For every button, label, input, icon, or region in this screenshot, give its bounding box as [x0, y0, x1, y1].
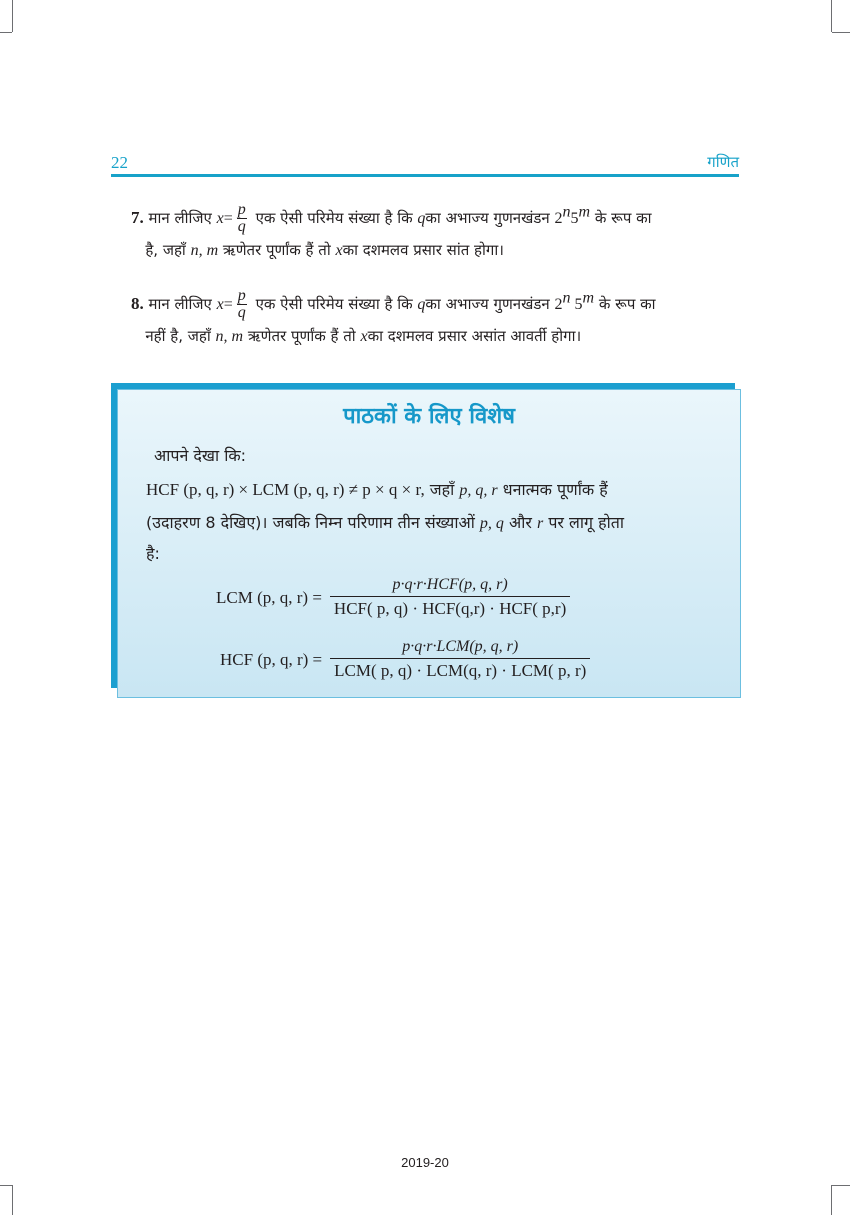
formula-fraction: [330, 576, 570, 619]
math-var: x: [216, 210, 224, 227]
math-var: n, m: [215, 328, 244, 345]
math-power: [554, 289, 595, 313]
fraction-p-over-q: [237, 288, 247, 321]
math-var: q: [417, 210, 426, 227]
crop-mark-top-left: [12, 0, 13, 32]
crop-mark-bottom-right-h: [832, 1185, 850, 1186]
fraction-denominator: q: [237, 304, 246, 321]
formula-numerator: p·q·r·HCF(p, q, r): [330, 576, 570, 597]
item-number: 7.: [131, 208, 144, 227]
math-var: x: [216, 296, 224, 313]
formula-numerator: p·q·r·LCM(p, q, r): [330, 638, 590, 659]
formula-fraction: [330, 638, 590, 681]
item-text: है, जहाँ: [145, 241, 186, 259]
item-text: का अभाज्य गुणनखंडन: [425, 209, 550, 227]
item-text: का अभाज्य गुणनखंडन: [425, 295, 550, 313]
formula-lhs: HCF (p, q, r) =: [220, 649, 323, 669]
crop-mark-top-right: [831, 0, 832, 32]
formula-lcm: [216, 576, 570, 619]
math-var: n, m: [190, 242, 219, 259]
item-text: मान लीजिए: [148, 295, 212, 313]
exponent: n: [562, 289, 571, 307]
item-text: एक ऐसी परिमेय संख्या है कि: [255, 295, 413, 313]
item-text: ऋणेतर पूर्णांक हैं तो: [247, 327, 356, 345]
list-item-7: [131, 202, 743, 266]
math-eq: =: [223, 296, 233, 313]
fraction-p-over-q: [237, 202, 247, 235]
item-text: के रूप का: [598, 295, 656, 313]
math-expression: HCF (p, q, r) × LCM (p, q, r) ≠ p × q × r,: [146, 480, 425, 499]
note-box: [117, 389, 741, 698]
base: 5: [574, 296, 583, 313]
formula-lhs: LCM (p, q, r) =: [216, 587, 322, 607]
formula-denominator: HCF( p, q) · HCF(q,r) · HCF( p,r): [333, 599, 567, 618]
math-var: p, q: [479, 515, 504, 532]
note-line-2: [146, 507, 708, 540]
base: 2: [554, 296, 563, 313]
math-var: p, q, r: [459, 482, 498, 499]
item-number: 8.: [131, 294, 144, 313]
item-text: ऋणेतर पूर्णांक हैं तो: [222, 241, 331, 259]
note-intro-text: आपने देखा कि:: [154, 446, 247, 465]
exponent: n: [562, 203, 571, 221]
math-var: x: [360, 328, 368, 345]
math-power: [554, 203, 591, 227]
fraction-denominator: q: [237, 218, 246, 235]
crop-mark-bottom-left-h: [0, 1185, 12, 1186]
formula-denominator: LCM( p, q) · LCM(q, r) · LCM( p, r): [334, 661, 587, 680]
crop-mark-top-left-h: [0, 32, 12, 33]
fraction-numerator: p: [237, 201, 246, 218]
exponent: m: [578, 203, 591, 221]
item-text: मान लीजिए: [148, 209, 212, 227]
math-var: q: [417, 296, 426, 313]
note-text: (उदाहरण 8 देखिए)। जबकि निम्न परिणाम तीन संख्याओं: [146, 513, 475, 532]
note-text: धनात्मक पूर्णांक हैं: [502, 480, 608, 499]
item-text: नहीं है, जहाँ: [145, 327, 211, 345]
exponent: m: [582, 289, 595, 307]
header-rule: [111, 174, 739, 177]
note-line-3: [146, 538, 708, 570]
crop-mark-bottom-left: [12, 1185, 13, 1215]
item-text: के रूप का: [594, 209, 652, 227]
math-var: x: [335, 242, 343, 259]
crop-mark-top-right-h: [832, 32, 850, 33]
page-number: 22: [111, 153, 128, 172]
fraction-numerator: p: [237, 287, 246, 304]
formula-hcf: [220, 638, 590, 681]
note-box-title: पाठकों के लिए विशेष: [343, 404, 515, 429]
base: 5: [570, 210, 579, 227]
note-text: है:: [146, 544, 160, 563]
math-var: r: [537, 515, 544, 532]
running-title: गणित: [707, 153, 739, 171]
note-intro: [154, 440, 716, 472]
note-text: जहाँ: [429, 480, 455, 499]
footer-year: 2019-20: [401, 1155, 449, 1170]
item-text: एक ऐसी परिमेय संख्या है कि: [255, 209, 413, 227]
math-eq: =: [223, 210, 233, 227]
note-text: और: [509, 513, 532, 532]
list-item-8: [131, 288, 743, 352]
item-text: का दशमलव प्रसार सांत होगा।: [342, 241, 504, 259]
item-text: का दशमलव प्रसार असांत आवर्ती होगा।: [367, 327, 582, 345]
note-line-1: [146, 474, 708, 507]
base: 2: [554, 210, 563, 227]
crop-mark-bottom-right: [831, 1185, 832, 1215]
note-text: पर लागू होता: [548, 513, 625, 532]
